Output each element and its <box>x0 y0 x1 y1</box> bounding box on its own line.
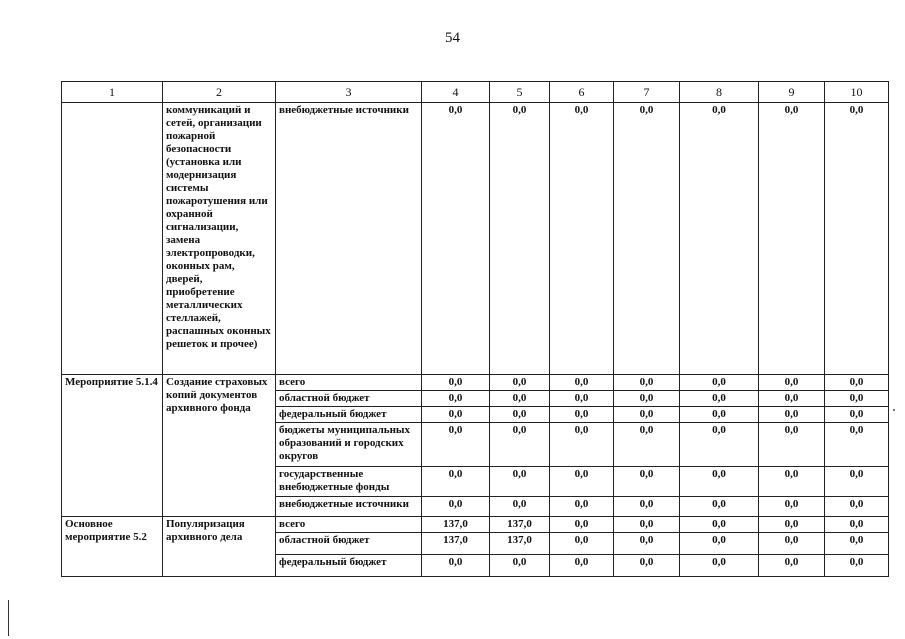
value-cell: 137,0 <box>422 533 490 555</box>
value-cell: 0,0 <box>614 497 680 517</box>
value-cell: 0,0 <box>759 391 825 407</box>
budget-table <box>61 81 889 577</box>
value-cell: 0,0 <box>550 497 614 517</box>
value-cell: 0,0 <box>759 533 825 555</box>
value-cell: 0,0 <box>490 103 550 375</box>
header-cell: 5 <box>490 82 550 103</box>
value-cell: 0,0 <box>490 375 550 391</box>
measure-name: Мероприятие 5.1.4 <box>62 375 163 517</box>
value-cell: 0,0 <box>614 391 680 407</box>
funding-source: всего <box>276 375 422 391</box>
value-cell: 0,0 <box>825 407 889 423</box>
value-cell: 0,0 <box>614 375 680 391</box>
value-cell: 0,0 <box>614 103 680 375</box>
value-cell: 0,0 <box>422 497 490 517</box>
funding-source: федеральный бюджет <box>276 407 422 423</box>
value-cell: 0,0 <box>759 423 825 467</box>
value-cell: 0,0 <box>825 497 889 517</box>
header-cell: 1 <box>62 82 163 103</box>
funding-source: бюджеты муниципальных образований и городских округов <box>276 423 422 467</box>
value-cell: 0,0 <box>680 533 759 555</box>
value-cell: 0,0 <box>422 103 490 375</box>
value-cell: 0,0 <box>825 103 889 375</box>
scan-dot <box>893 409 895 411</box>
funding-source: областной бюджет <box>276 533 422 555</box>
measure-description: Создание страховых копий документов архивного фонда <box>163 375 276 517</box>
funding-source: внебюджетные источники <box>276 103 422 375</box>
value-cell: 0,0 <box>614 423 680 467</box>
value-cell: 0,0 <box>825 467 889 497</box>
value-cell: 0,0 <box>825 375 889 391</box>
funding-source: всего <box>276 517 422 533</box>
value-cell: 0,0 <box>422 407 490 423</box>
value-cell: 0,0 <box>422 423 490 467</box>
header-cell: 4 <box>422 82 490 103</box>
table-row <box>62 517 889 533</box>
value-cell: 0,0 <box>680 391 759 407</box>
funding-source: федеральный бюджет <box>276 555 422 577</box>
value-cell: 0,0 <box>680 497 759 517</box>
value-cell: 0,0 <box>759 555 825 577</box>
value-cell: 0,0 <box>490 407 550 423</box>
value-cell: 0,0 <box>680 467 759 497</box>
value-cell: 0,0 <box>550 103 614 375</box>
header-cell: 9 <box>759 82 825 103</box>
value-cell: 0,0 <box>614 555 680 577</box>
value-cell: 0,0 <box>422 391 490 407</box>
header-cell: 6 <box>550 82 614 103</box>
value-cell: 0,0 <box>680 375 759 391</box>
table-row <box>62 375 889 391</box>
value-cell: 0,0 <box>680 103 759 375</box>
value-cell: 0,0 <box>680 407 759 423</box>
value-cell: 137,0 <box>490 533 550 555</box>
value-cell: 0,0 <box>680 517 759 533</box>
value-cell: 0,0 <box>825 423 889 467</box>
header-row <box>62 82 889 103</box>
value-cell: 0,0 <box>550 423 614 467</box>
value-cell: 0,0 <box>490 497 550 517</box>
value-cell: 0,0 <box>759 407 825 423</box>
value-cell: 0,0 <box>759 497 825 517</box>
funding-source: государственные внебюджетные фонды <box>276 467 422 497</box>
value-cell: 0,0 <box>490 555 550 577</box>
value-cell: 0,0 <box>680 555 759 577</box>
value-cell: 137,0 <box>422 517 490 533</box>
measure-description: коммуникаций и сетей, организации пожарной безопасности (установка или модернизация системы пожаротушения или охранной сигнализации, замена электропроводки, оконных рам, дверей, приобретение металлических стеллажей, распашных оконных решеток и прочее) <box>163 103 276 375</box>
header-cell: 8 <box>680 82 759 103</box>
value-cell: 0,0 <box>550 407 614 423</box>
value-cell: 0,0 <box>490 391 550 407</box>
header-cell: 3 <box>276 82 422 103</box>
value-cell: 0,0 <box>550 555 614 577</box>
value-cell: 0,0 <box>825 555 889 577</box>
value-cell: 0,0 <box>550 375 614 391</box>
measure-name-cell <box>62 103 163 375</box>
value-cell: 0,0 <box>550 467 614 497</box>
funding-source: внебюджетные источники <box>276 497 422 517</box>
value-cell: 137,0 <box>490 517 550 533</box>
value-cell: 0,0 <box>614 533 680 555</box>
funding-source: областной бюджет <box>276 391 422 407</box>
value-cell: 0,0 <box>825 533 889 555</box>
value-cell: 0,0 <box>614 467 680 497</box>
value-cell: 0,0 <box>825 391 889 407</box>
value-cell: 0,0 <box>422 555 490 577</box>
value-cell: 0,0 <box>759 467 825 497</box>
value-cell: 0,0 <box>759 517 825 533</box>
value-cell: 0,0 <box>490 467 550 497</box>
value-cell: 0,0 <box>614 517 680 533</box>
value-cell: 0,0 <box>550 517 614 533</box>
header-cell: 7 <box>614 82 680 103</box>
value-cell: 0,0 <box>422 375 490 391</box>
margin-mark <box>8 600 9 636</box>
header-cell: 10 <box>825 82 889 103</box>
page-number: 54 <box>445 30 460 46</box>
value-cell: 0,0 <box>550 533 614 555</box>
value-cell: 0,0 <box>550 391 614 407</box>
value-cell: 0,0 <box>422 467 490 497</box>
measure-description: Популяризация архивного дела <box>163 517 276 577</box>
value-cell: 0,0 <box>614 407 680 423</box>
value-cell: 0,0 <box>680 423 759 467</box>
value-cell: 0,0 <box>825 517 889 533</box>
value-cell: 0,0 <box>490 423 550 467</box>
value-cell: 0,0 <box>759 103 825 375</box>
value-cell: 0,0 <box>759 375 825 391</box>
header-cell: 2 <box>163 82 276 103</box>
table-row <box>62 103 889 375</box>
measure-name: Основное мероприятие 5.2 <box>62 517 163 577</box>
